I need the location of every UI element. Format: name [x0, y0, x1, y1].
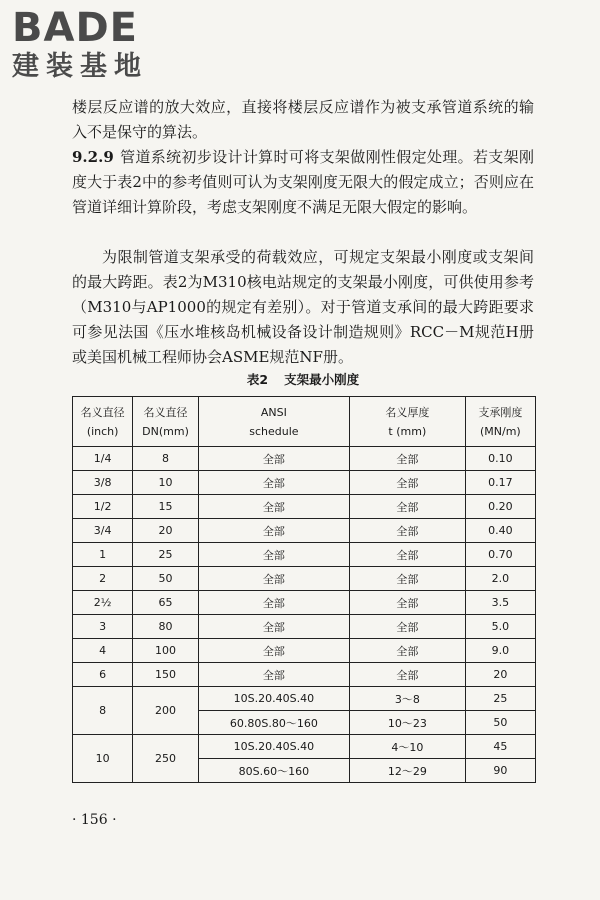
cell-thickness: 全部 — [349, 495, 465, 519]
cell-thickness: 全部 — [349, 543, 465, 567]
cell-stiffness: 20 — [465, 663, 535, 687]
cell-dn: 250 — [133, 735, 199, 783]
cell-dn: 50 — [133, 567, 199, 591]
cell-inch: 2 — [73, 567, 133, 591]
cell-dn: 8 — [133, 447, 199, 471]
cell-dn: 100 — [133, 639, 199, 663]
cell-thickness: 全部 — [349, 447, 465, 471]
table-row — [73, 495, 536, 519]
table-header-row — [73, 397, 536, 447]
cell-schedule: 全部 — [198, 495, 349, 519]
cell-thickness: 全部 — [349, 567, 465, 591]
paragraph-2 — [72, 145, 534, 220]
logo-subtitle: 建装基地 — [12, 51, 148, 82]
cell-thickness: 全部 — [349, 639, 465, 663]
cell-thickness: 4～10 — [349, 735, 465, 759]
table-row — [73, 543, 536, 567]
cell-inch: 6 — [73, 663, 133, 687]
cell-inch: 3/4 — [73, 519, 133, 543]
header-dn: 名义直径 DN(mm) — [133, 397, 199, 447]
cell-thickness: 12～29 — [349, 759, 465, 783]
cell-thickness: 全部 — [349, 471, 465, 495]
cell-stiffness: 0.70 — [465, 543, 535, 567]
cell-inch: 4 — [73, 639, 133, 663]
cell-inch: 2½ — [73, 591, 133, 615]
cell-stiffness: 3.5 — [465, 591, 535, 615]
paragraph-1: 楼层反应谱的放大效应，直接将楼层反应谱作为被支承管道系统的输入不是保守的算法。 — [72, 98, 534, 141]
bade-logo — [12, 6, 212, 82]
cell-schedule: 全部 — [198, 615, 349, 639]
cell-stiffness: 50 — [465, 711, 535, 735]
cell-stiffness: 9.0 — [465, 639, 535, 663]
cell-dn: 200 — [133, 687, 199, 735]
cell-inch: 3/8 — [73, 471, 133, 495]
cell-schedule: 10S.20.40S.40 — [198, 735, 349, 759]
table-caption-label: 表2 — [246, 372, 269, 387]
cell-stiffness: 45 — [465, 735, 535, 759]
cell-dn: 150 — [133, 663, 199, 687]
cell-dn: 80 — [133, 615, 199, 639]
table-row — [73, 687, 536, 711]
cell-inch: 3 — [73, 615, 133, 639]
cell-stiffness: 2.0 — [465, 567, 535, 591]
table-row — [73, 447, 536, 471]
cell-thickness: 全部 — [349, 591, 465, 615]
support-stiffness-table — [72, 396, 536, 783]
cell-schedule: 全部 — [198, 639, 349, 663]
table-row — [73, 639, 536, 663]
cell-inch: 1 — [73, 543, 133, 567]
page-number: · 156 · — [72, 812, 117, 828]
cell-thickness: 3～8 — [349, 687, 465, 711]
cell-schedule: 10S.20.40S.40 — [198, 687, 349, 711]
cell-stiffness: 0.40 — [465, 519, 535, 543]
cell-inch: 1/4 — [73, 447, 133, 471]
table-row — [73, 471, 536, 495]
table-row — [73, 735, 536, 759]
cell-dn: 15 — [133, 495, 199, 519]
cell-thickness: 全部 — [349, 519, 465, 543]
cell-thickness: 10～23 — [349, 711, 465, 735]
cell-inch: 10 — [73, 735, 133, 783]
cell-inch: 8 — [73, 687, 133, 735]
cell-inch: 1/2 — [73, 495, 133, 519]
cell-schedule: 全部 — [198, 471, 349, 495]
logo-wordmark: BADE — [12, 5, 138, 51]
cell-thickness: 全部 — [349, 663, 465, 687]
cell-stiffness: 0.10 — [465, 447, 535, 471]
cell-schedule: 全部 — [198, 567, 349, 591]
cell-dn: 10 — [133, 471, 199, 495]
cell-schedule: 全部 — [198, 663, 349, 687]
header-thickness: 名义厚度 t (mm) — [349, 397, 465, 447]
cell-schedule: 80S.60～160 — [198, 759, 349, 783]
cell-stiffness: 0.17 — [465, 471, 535, 495]
section-number: 9.2.9 — [72, 148, 114, 166]
table-row — [73, 663, 536, 687]
table-row — [73, 567, 536, 591]
cell-schedule: 全部 — [198, 543, 349, 567]
cell-dn: 65 — [133, 591, 199, 615]
cell-stiffness: 5.0 — [465, 615, 535, 639]
table-row — [73, 519, 536, 543]
header-schedule: ANSI schedule — [198, 397, 349, 447]
cell-thickness: 全部 — [349, 615, 465, 639]
cell-schedule: 60.80S.80～160 — [198, 711, 349, 735]
cell-schedule: 全部 — [198, 591, 349, 615]
table-caption-title: 支架最小刚度 — [284, 372, 360, 387]
cell-schedule: 全部 — [198, 519, 349, 543]
table-caption — [72, 370, 534, 388]
cell-dn: 25 — [133, 543, 199, 567]
cell-dn: 20 — [133, 519, 199, 543]
paragraph-2-body: 管道系统初步设计计算时可将支架做刚性假定处理。若支架刚度大于表2中的参考值则可认为支架刚度无限大的假定成立；否则应在管道详细计算阶段，考虑支架刚度不满足无限大假定的影响。 — [72, 148, 534, 216]
paragraph-3: 为限制管道支架承受的荷载效应，可规定支架最小刚度或支架间的最大跨距。表2为M310核电站规定的支架最小刚度，可供使用参考（M310与AP1000的规定有差别）。对于管道支承间的最大跨距要求可参见法国《压水堆核岛机械设备设计制造规则》RCC－M规范H册或美国机械工程师协会ASME规范NF册。 — [72, 248, 534, 366]
table-row — [73, 615, 536, 639]
cell-schedule: 全部 — [198, 447, 349, 471]
header-stiffness: 支承刚度 (MN/m) — [465, 397, 535, 447]
header-inch: 名义直径 (inch) — [73, 397, 133, 447]
cell-stiffness: 0.20 — [465, 495, 535, 519]
cell-stiffness: 90 — [465, 759, 535, 783]
cell-stiffness: 25 — [465, 687, 535, 711]
table-row — [73, 591, 536, 615]
